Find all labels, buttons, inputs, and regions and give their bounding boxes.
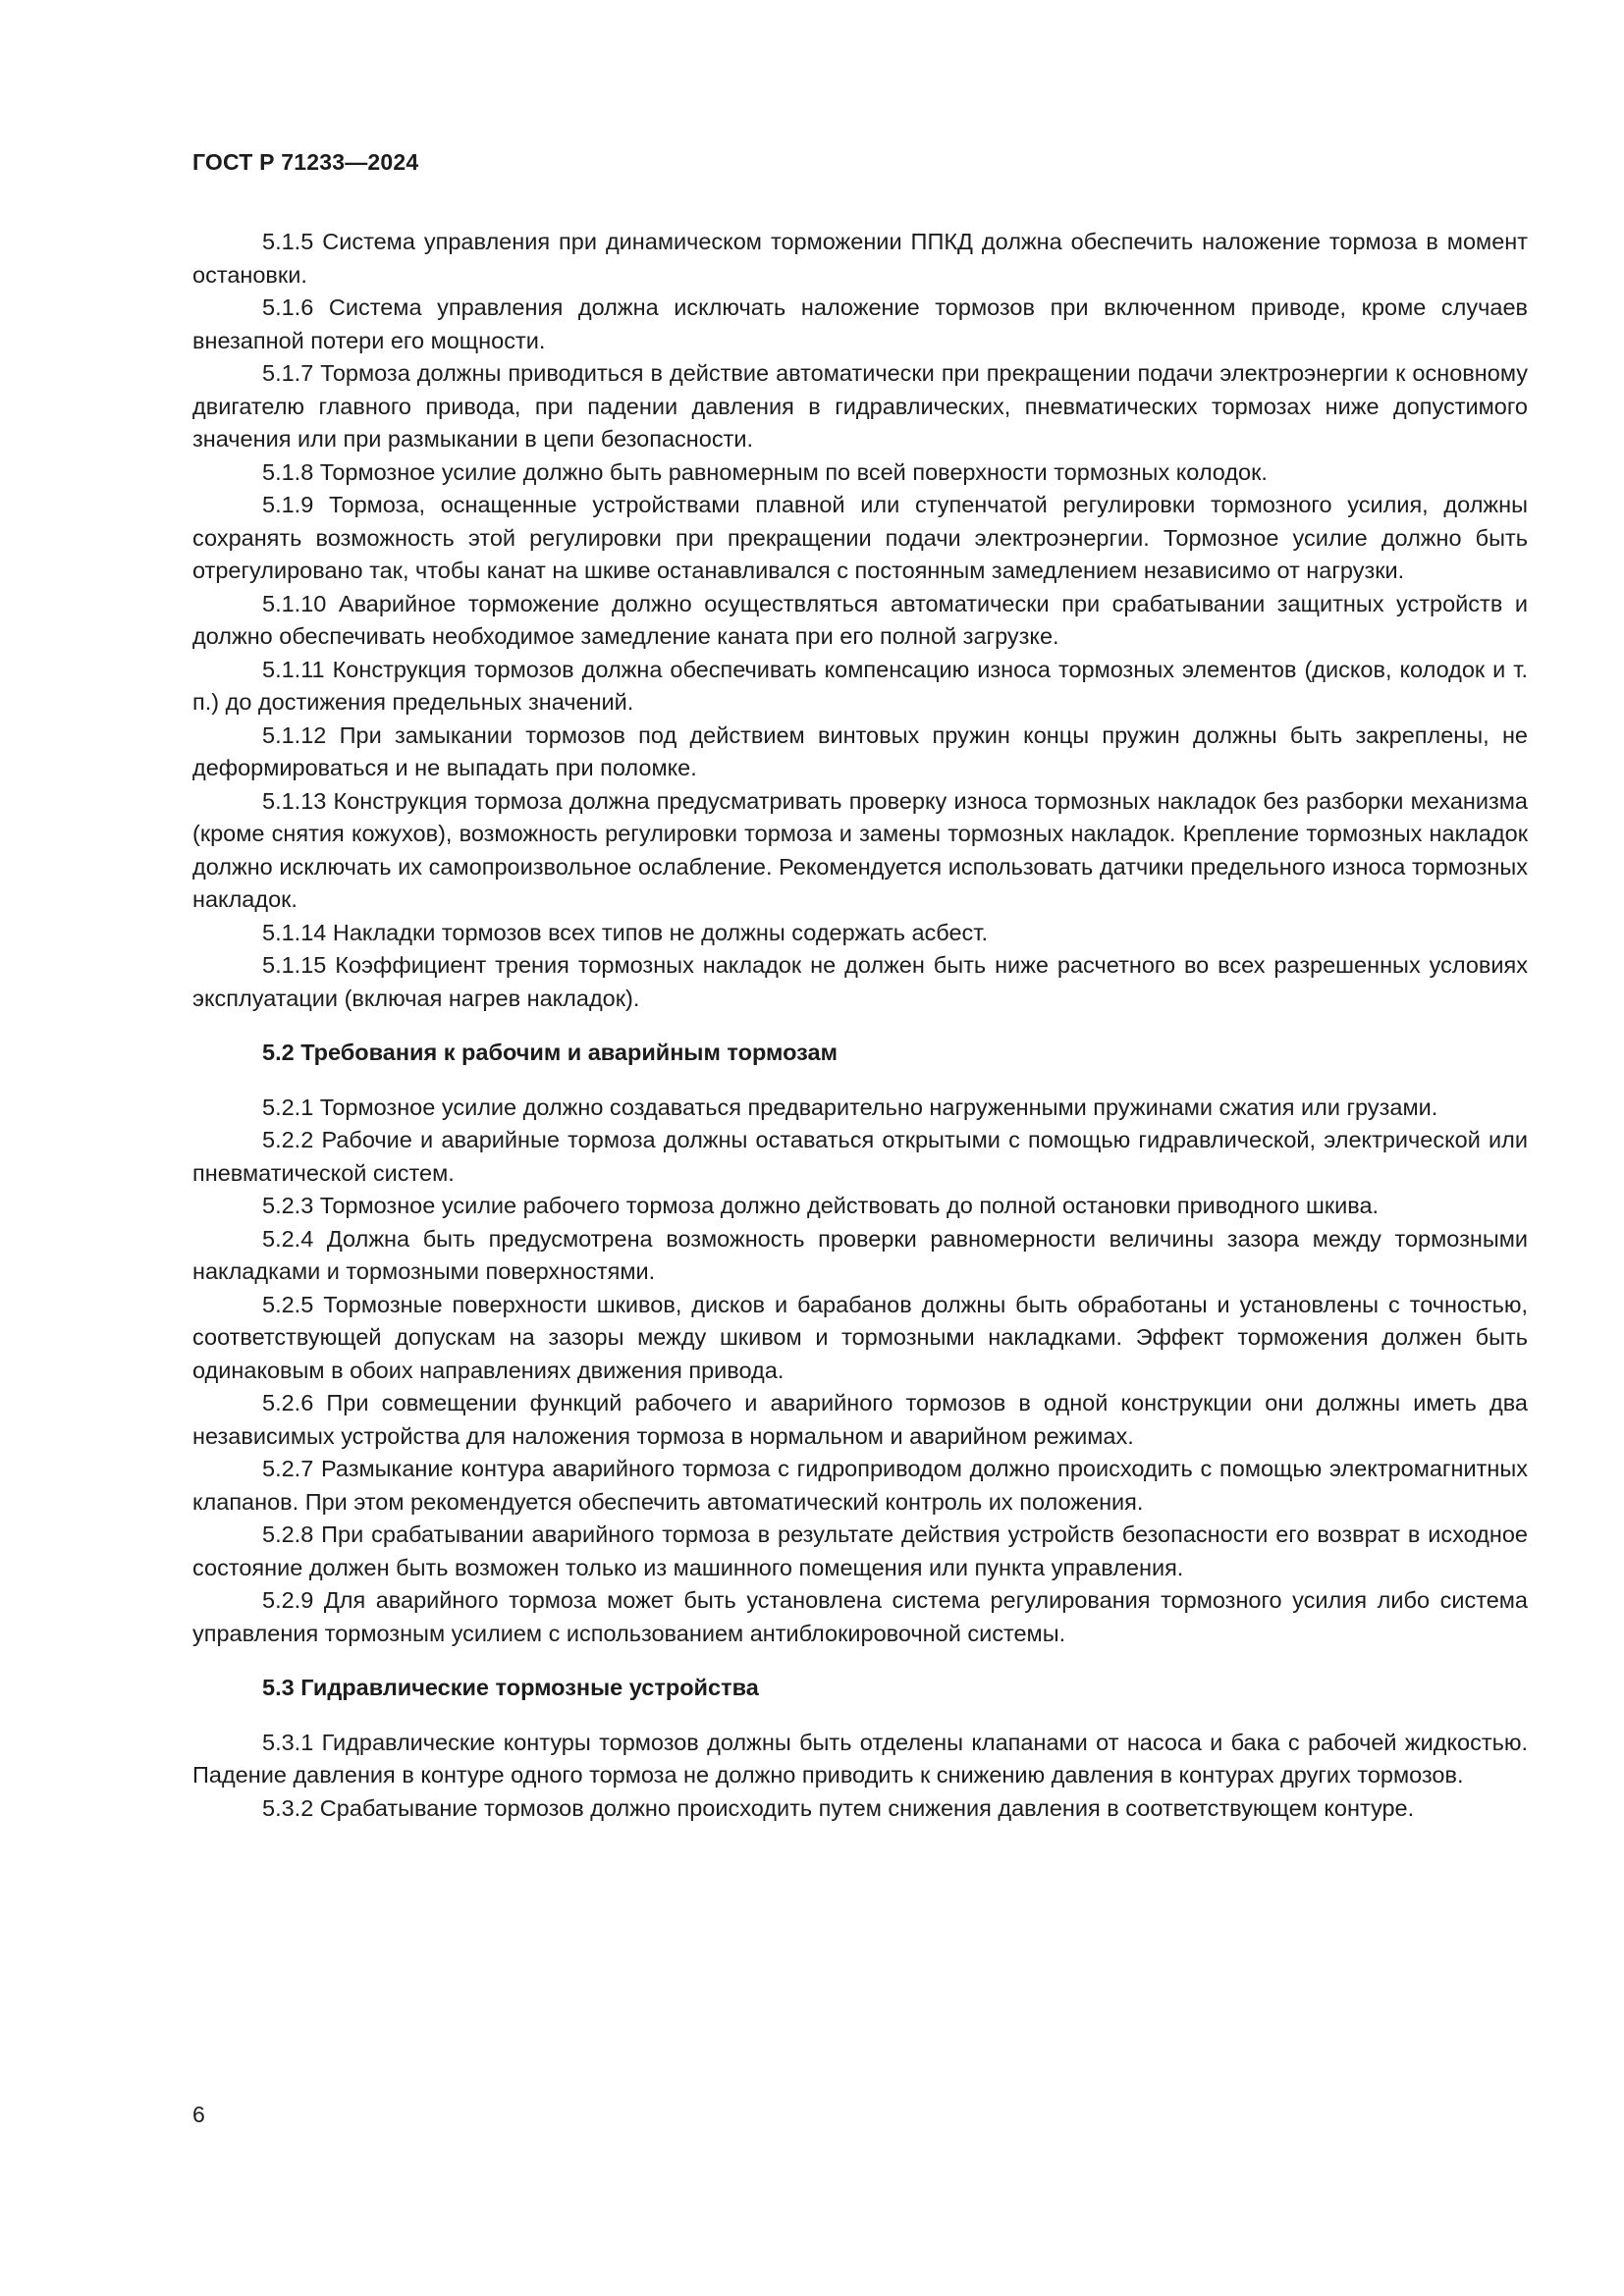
paragraph-5-2-1: 5.2.1 Тормозное усилие должно создаваться предварительно нагруженными пружинами сжатия или грузами. — [262, 1094, 1438, 1120]
paragraph-5-2-7: 5.2.7 Размыкание контура аварийного тормоза с гидроприводом должно происходить с помощью электромагнитных клапанов. При этом рекомендуется обеспечить автоматический контроль их положения. — [192, 1456, 1528, 1515]
section-spacer — [192, 1705, 1528, 1727]
paragraph-5-1-9: 5.1.9 Тормоза, оснащенные устройствами плавной или ступенчатой регулировки тормозного усилия, должны сохранять возможность этой регулировки при прекращении подачи электроэнергии. Тормозное усилие должно быть отрегулировано так, чтобы канат на шкиве останавливался с постоянным замедлением независимо от нагрузки. — [192, 492, 1528, 583]
document-body — [192, 226, 1528, 1825]
paragraph-5-1-8: 5.1.8 Тормозное усилие должно быть равномерным по всей поверхности тормозных колодок. — [262, 458, 1268, 485]
paragraph-5-2-5: 5.2.5 Тормозные поверхности шкивов, дисков и барабанов должны быть обработаны и установлены с точностью, соответствующей допускам на зазоры между шкивом и тормозными накладками. Эффект торможения должен быть одинаковым в обоих направлениях движения привода. — [192, 1291, 1528, 1383]
paragraph-5-2-2: 5.2.2 Рабочие и аварийные тормоза должны оставаться открытыми с помощью гидравлической, электрической или пневматической систем. — [192, 1127, 1528, 1186]
section-spacer — [192, 1650, 1528, 1672]
paragraph-5-2-9: 5.2.9 Для аварийного тормоза может быть установлена система регулирования тормозного усилия либо система управления тормозным усилием с использованием антиблокировочной системы. — [192, 1587, 1528, 1646]
section-heading-5-3: 5.3 Гидравлические тормозные устройства — [262, 1675, 759, 1700]
paragraph-5-1-6: 5.1.6 Система управления должна исключать наложение тормозов при включенном приводе, кроме случаев внезапной потери его мощности. — [192, 294, 1528, 353]
page-number: 6 — [192, 2102, 205, 2127]
paragraph-5-1-15: 5.1.15 Коэффициент трения тормозных накладок не должен быть ниже расчетного во всех разрешенных условиях эксплуатации (включая нагрев накладок). — [192, 952, 1528, 1011]
paragraph-5-3-1: 5.3.1 Гидравлические контуры тормозов должны быть отделены клапанами от насоса и бака с рабочей жидкостью. Падение давления в контуре одного тормоза не должно приводить к снижению давления в контурах других тормозов. — [192, 1729, 1528, 1788]
paragraph-5-1-14: 5.1.14 Накладки тормозов всех типов не должны содержать асбест. — [262, 919, 988, 945]
paragraph-5-1-12: 5.1.12 При замыкании тормозов под действием винтовых пружин концы пружин должны быть закреплены, не деформироваться и не выпадать при поломке. — [192, 721, 1528, 780]
section-spacer — [192, 1070, 1528, 1092]
paragraph-5-2-6: 5.2.6 При совмещении функций рабочего и аварийного тормозов в одной конструкции они должны иметь два независимых устройства для наложения тормоза в нормальном и аварийном режимах. — [192, 1390, 1528, 1449]
paragraph-5-2-4: 5.2.4 Должна быть предусмотрена возможность проверки равномерности величины зазора между тормозными накладками и тормозными поверхностями. — [192, 1225, 1528, 1284]
paragraph-5-1-10: 5.1.10 Аварийное торможение должно осуществляться автоматически при срабатывании защитных устройств и должно обеспечивать необходимое замедление каната при его полной загрузке. — [192, 590, 1528, 649]
document-code-header: ГОСТ Р 71233—2024 — [192, 149, 419, 175]
paragraph-5-1-13: 5.1.13 Конструкция тормоза должна предусматривать проверку износа тормозных накладок без разборки механизма (кроме снятия кожухов), возможность регулировки тормоза и замены тормозных накладок. Крепление тормозных накладок должно исключать их самопроизвольное ослабление. Рекомендуется использовать датчики предельного износа тормозных накладок. — [192, 787, 1528, 912]
section-heading-5-2: 5.2 Требования к рабочим и аварийным тормозам — [262, 1040, 838, 1065]
paragraph-5-2-3: 5.2.3 Тормозное усилие рабочего тормоза должно действовать до полной остановки приводного шкива. — [262, 1193, 1380, 1218]
paragraph-5-1-11: 5.1.11 Конструкция тормозов должна обеспечивать компенсацию износа тормозных элементов (дисков, колодок и т. п.) до достижения предельных значений. — [192, 656, 1528, 715]
paragraph-5-2-8: 5.2.8 При срабатывании аварийного тормоза в результате действия устройств безопасности его возврат в исходное состояние должен быть возможен только из машинного помещения или пункта управления. — [192, 1522, 1528, 1580]
section-spacer — [192, 1015, 1528, 1037]
paragraph-5-3-2: 5.3.2 Срабатывание тормозов должно происходить путем снижения давления в соответствующем контуре. — [262, 1794, 1415, 1821]
paragraph-5-1-5: 5.1.5 Система управления при динамическом торможении ППКД должна обеспечить наложение тормоза в момент остановки. — [192, 229, 1528, 288]
paragraph-5-1-7: 5.1.7 Тормоза должны приводиться в действие автоматически при прекращении подачи электроэнергии к основному двигателю главного привода, при падении давления в гидравлических, пневматических тормозах ниже допустимого значения или при размыкании в цепи безопасности. — [192, 360, 1528, 452]
